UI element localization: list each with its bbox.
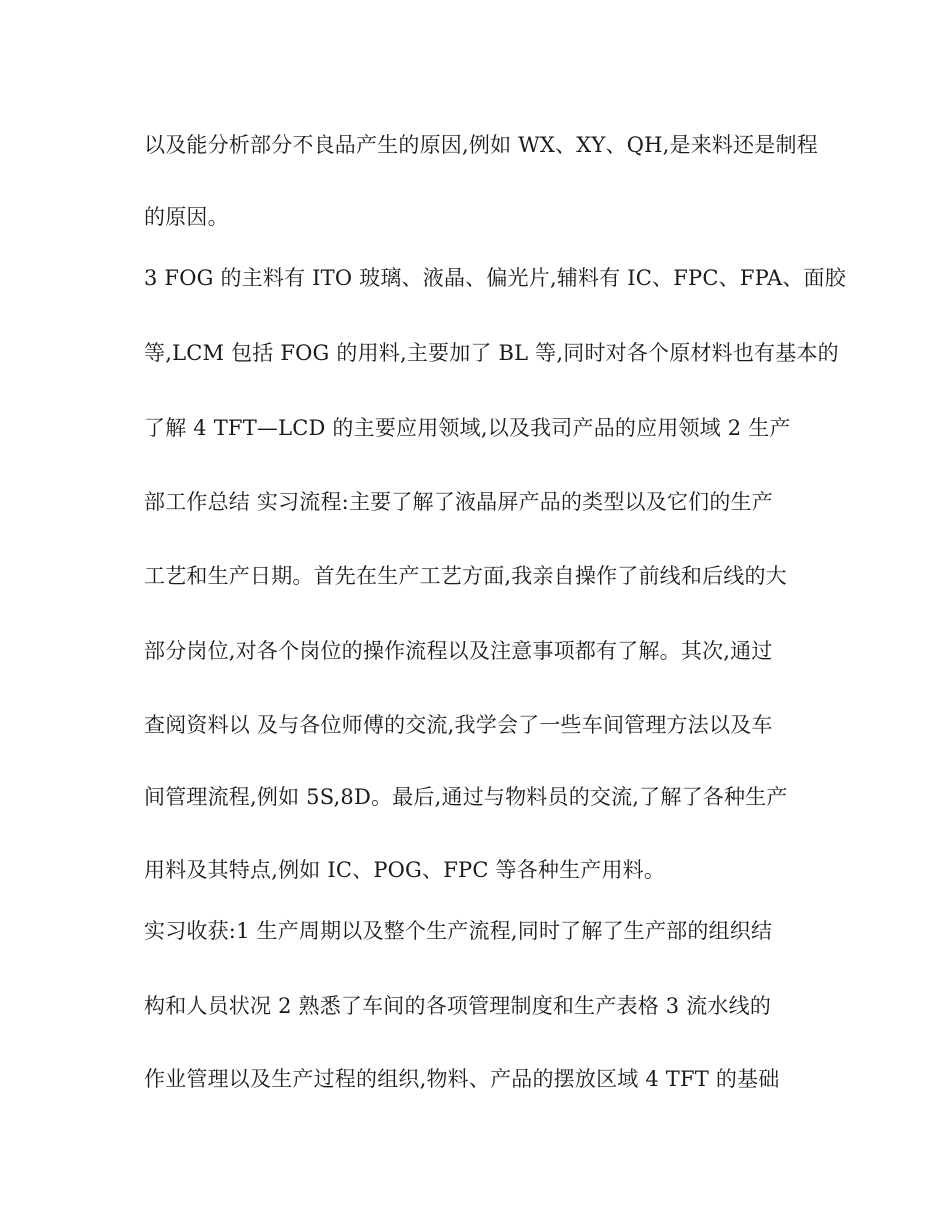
text-line-12: 实习收获:1 生产周期以及整个生产流程,同时了解了生产部的组织结 (144, 919, 773, 943)
text-line-4: 等,LCM 包括 FOG 的用料,主要加了 BL 等,同时对各个原材料也有基本的 (144, 341, 839, 365)
text-line-8: 部分岗位,对各个岗位的操作流程以及注意事项都有了解。其次,通过 (144, 639, 773, 663)
text-line-7: 工艺和生产日期。首先在生产工艺方面,我亲自操作了前线和后线的大 (144, 564, 787, 588)
text-line-3: 3 FOG 的主料有 ITO 玻璃、液晶、偏光片,辅料有 IC、FPC、FPA、面胶 (144, 266, 846, 290)
text-line-11: 用料及其特点,例如 IC、POG、FPC 等各种生产用料。 (144, 858, 666, 882)
text-line-13: 构和人员状况 2 熟悉了车间的各项管理制度和生产表格 3 流水线的 (144, 994, 772, 1018)
text-line-9: 查阅资料以 及与各位师傅的交流,我学会了一些车间管理方法以及车 (144, 713, 773, 737)
text-line-2: 的原因。 (144, 205, 229, 229)
text-line-14: 作业管理以及生产过程的组织,物料、产品的摆放区域 4 TFT 的基础 (144, 1067, 780, 1091)
text-line-6: 部工作总结 实习流程:主要了解了液晶屏产品的类型以及它们的生产 (144, 490, 773, 514)
text-line-10: 间管理流程,例如 5S,8D。最后,通过与物料员的交流,了解了各种生产 (144, 785, 788, 809)
text-line-5: 了解 4 TFT—LCD 的主要应用领域,以及我司产品的应用领域 2 生产 (144, 416, 791, 440)
text-line-1: 以及能分析部分不良品产生的原因,例如 WX、XY、QH,是来料还是制程 (144, 133, 818, 157)
